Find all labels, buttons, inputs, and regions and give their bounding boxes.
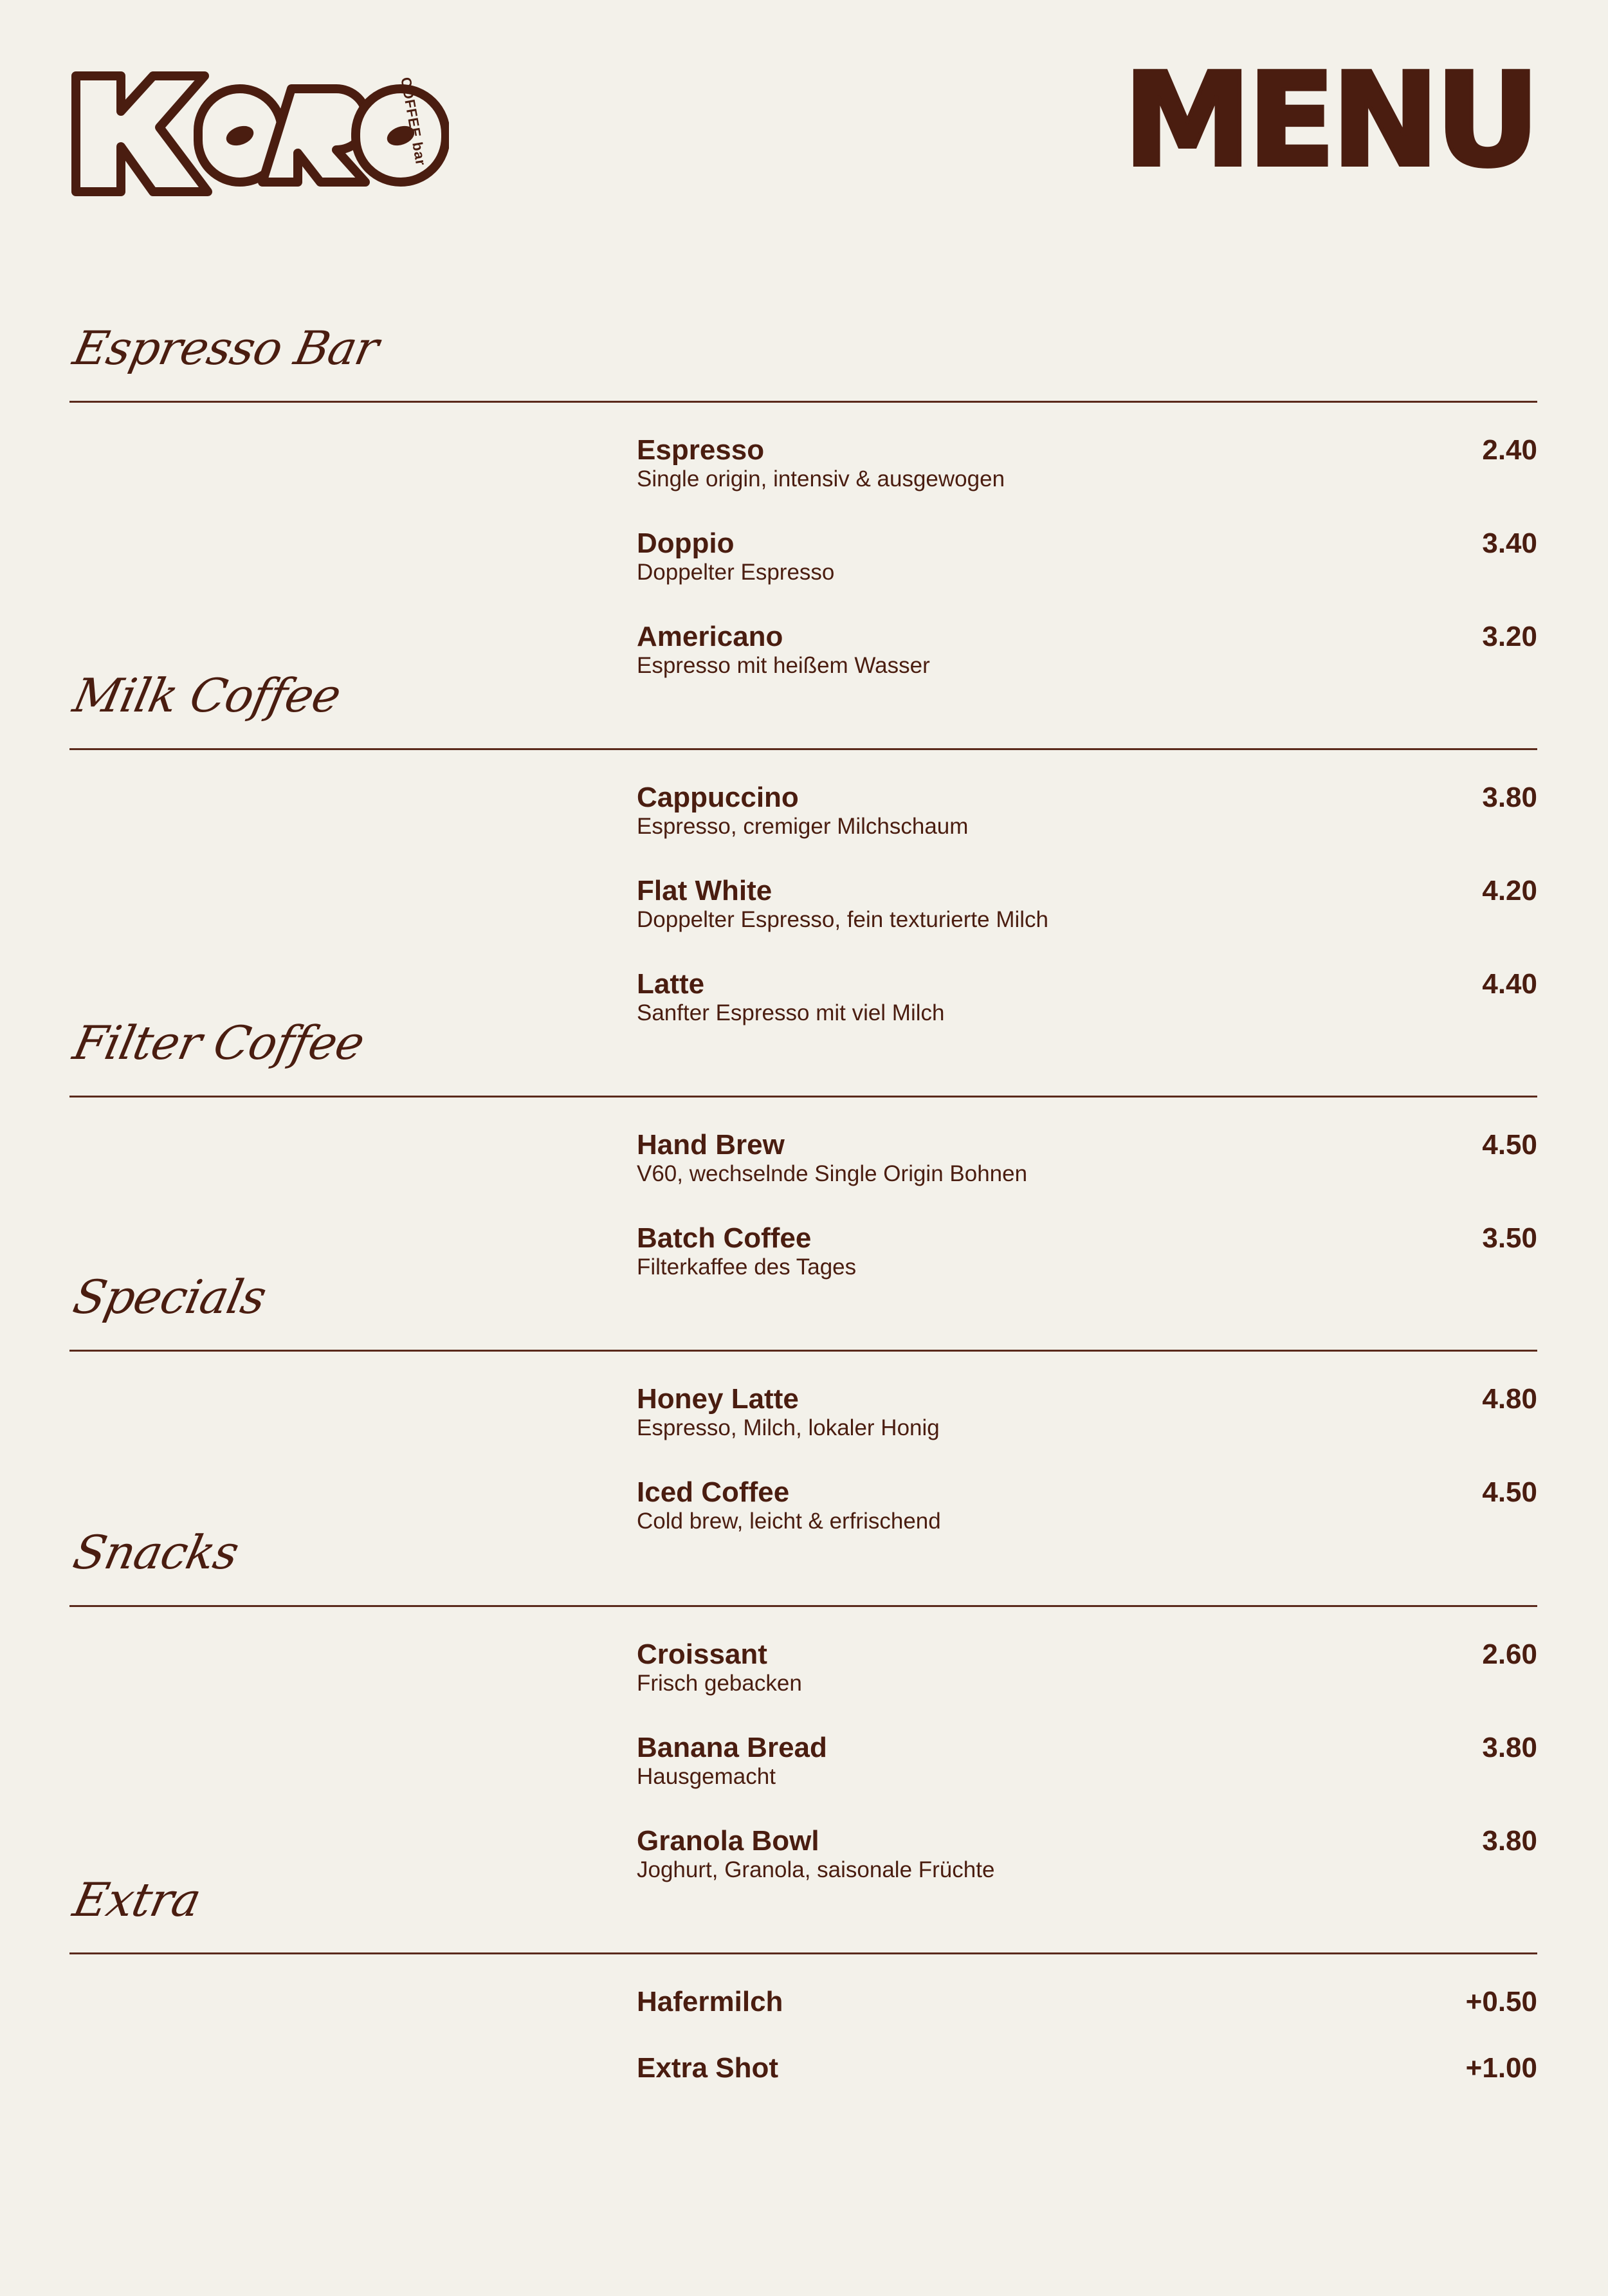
menu-item-description: Doppelter Espresso (637, 560, 835, 585)
page-title: MENU (1123, 46, 1536, 196)
section-divider (69, 1096, 1537, 1097)
menu-item (637, 2052, 1537, 2084)
menu-item-description: Joghurt, Granola, saisonale Früchte (637, 1857, 995, 1882)
section-divider (69, 1605, 1537, 1607)
menu-item-price: 4.20 (1482, 875, 1537, 906)
menu-item (637, 1825, 1537, 1883)
menu-item-description: V60, wechselnde Single Origin Bohnen (637, 1161, 1028, 1186)
menu-item-price: +0.50 (1465, 1986, 1537, 2017)
menu-item-price: 3.40 (1482, 528, 1537, 559)
menu-item-name: Espresso (637, 434, 765, 466)
koro-logo (69, 69, 449, 198)
menu-item-name: Banana Bread (637, 1732, 827, 1763)
menu-item-name: Granola Bowl (637, 1825, 819, 1857)
menu-item (637, 1222, 1537, 1280)
menu-item (637, 621, 1537, 679)
menu-item-description: Single origin, intensiv & ausgewogen (637, 466, 1005, 491)
menu-item-name: Iced Coffee (637, 1476, 790, 1508)
menu-item-name: Latte (637, 968, 705, 1000)
menu-item-price: 4.40 (1482, 968, 1537, 1000)
menu-item-description: Espresso, cremiger Milchschaum (637, 814, 969, 839)
menu-item-name: Batch Coffee (637, 1222, 812, 1254)
menu-item-name: Hafermilch (637, 1986, 783, 2017)
section-title: Filter Coffee (68, 1016, 369, 1070)
menu-item-name: Americano (637, 621, 783, 652)
menu-item-price: 3.50 (1482, 1222, 1537, 1254)
menu-item (637, 1639, 1537, 1696)
menu-item-description: Espresso, Milch, lokaler Honig (637, 1415, 940, 1440)
menu-item-description: Filterkaffee des Tages (637, 1254, 857, 1280)
menu-item-price: 3.80 (1482, 1732, 1537, 1763)
menu-item-name: Croissant (637, 1639, 767, 1670)
section-title: Espresso Bar (68, 321, 383, 375)
menu-item-name: Hand Brew (637, 1129, 785, 1161)
section-title: Specials (68, 1270, 271, 1324)
koro-logo-mark (69, 69, 449, 198)
section-title: Milk Coffee (68, 668, 345, 722)
section-divider (69, 1350, 1537, 1352)
menu-item-name: Extra Shot (637, 2052, 779, 2084)
menu-item-price: 2.60 (1482, 1639, 1537, 1670)
menu-item-description: Hausgemacht (637, 1764, 776, 1789)
menu-item (637, 1476, 1537, 1534)
menu-item-price: 3.20 (1482, 621, 1537, 652)
menu-item (637, 528, 1537, 585)
section-title: Snacks (68, 1525, 244, 1579)
menu-item (637, 782, 1537, 840)
menu-item-description: Cold brew, leicht & erfrischend (637, 1509, 941, 1534)
menu-item (637, 875, 1537, 933)
section-divider (69, 401, 1537, 403)
menu-item (637, 1383, 1537, 1441)
menu-item-name: Doppio (637, 528, 735, 559)
menu-item-description: Doppelter Espresso, fein texturierte Milch (637, 907, 1048, 932)
menu-item-price: +1.00 (1465, 2052, 1537, 2084)
menu-item-description: Espresso mit heißem Wasser (637, 653, 930, 678)
menu-item (637, 434, 1537, 492)
menu-item-description: Frisch gebacken (637, 1671, 802, 1696)
logo-tagline: COFFEE bar (397, 76, 430, 167)
menu-item-price: 2.40 (1482, 434, 1537, 466)
menu-item (637, 1986, 1537, 2018)
menu-item-price: 4.80 (1482, 1383, 1537, 1415)
menu-item-name: Flat White (637, 875, 772, 906)
menu-item (637, 1129, 1537, 1187)
menu-item-name: Cappuccino (637, 782, 799, 813)
menu-item-name: Honey Latte (637, 1383, 799, 1415)
menu-item (637, 1732, 1537, 1790)
menu-item-price: 3.80 (1482, 1825, 1537, 1857)
menu-item-price: 4.50 (1482, 1476, 1537, 1508)
section-divider (69, 748, 1537, 750)
menu-item-description: Sanfter Espresso mit viel Milch (637, 1000, 945, 1025)
menu-item (637, 968, 1537, 1026)
menu-item-price: 3.80 (1482, 782, 1537, 813)
menu-item-price: 4.50 (1482, 1129, 1537, 1161)
section-divider (69, 1952, 1537, 1954)
section-title: Extra (68, 1873, 206, 1927)
